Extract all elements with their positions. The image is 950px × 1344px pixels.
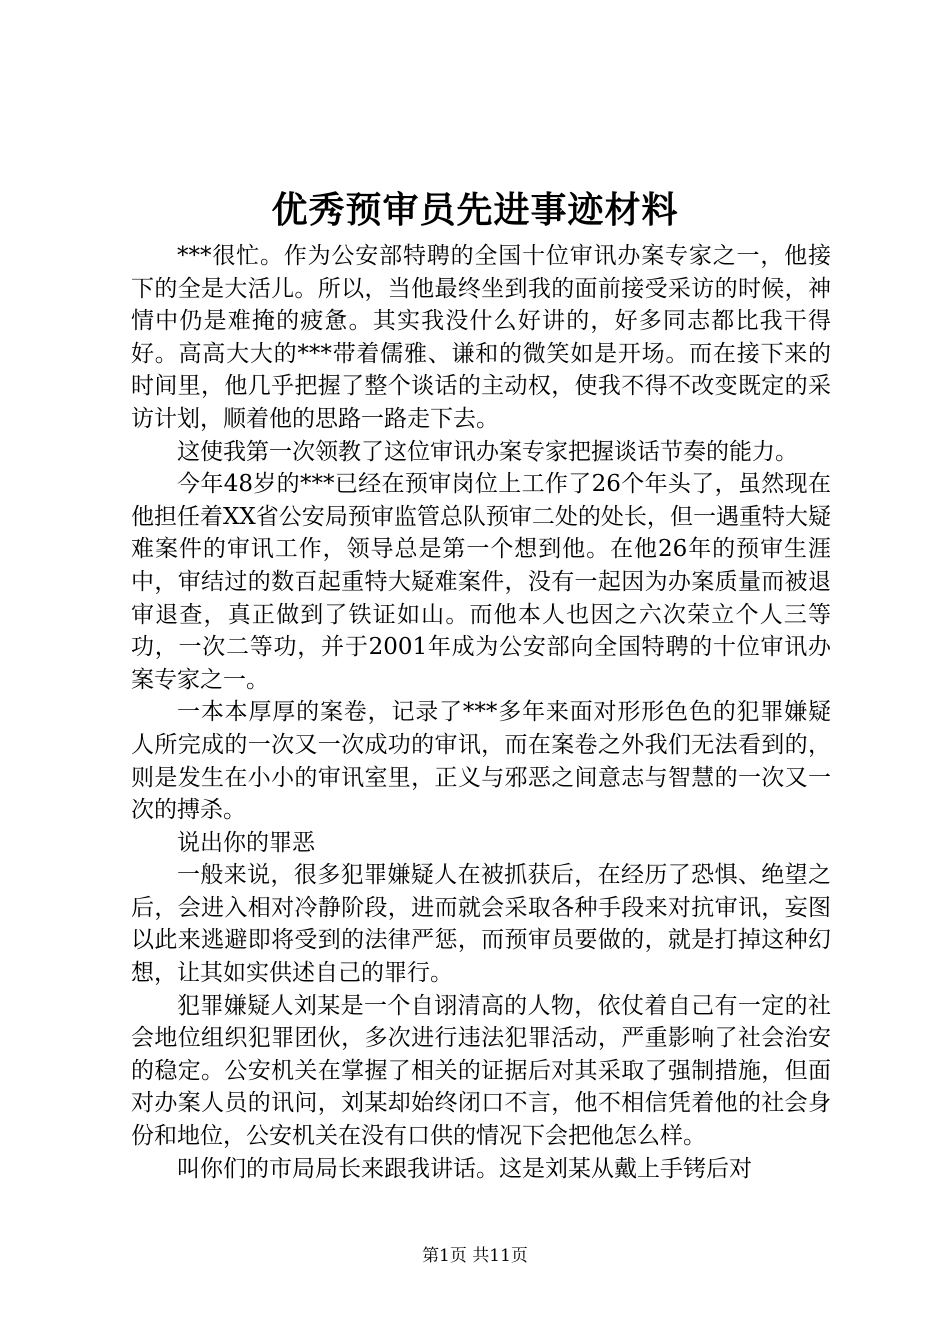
paragraph: 犯罪嫌疑人刘某是一个自诩清高的人物，依仗着自己有一定的社会地位组织犯罪团伙，多次进行违法犯罪活动，严重影响了社会治安的稳定。公安机关在掌握了相关的证据后对其采取了强制措施，但面对办案人员的讯问，刘某却始终闭口不言，他不相信凭着他的社会身份和地位，公安机关在没有口供的情况下会把他怎么样。 — [131, 992, 831, 1150]
document-body — [131, 240, 831, 1185]
paragraph: 叫你们的市局局长来跟我讲话。这是刘某从戴上手铐后对 — [177, 1155, 752, 1182]
paragraph: 一本本厚厚的案卷，记录了***多年来面对形形色色的犯罪嫌疑人所完成的一次又一次成功的审讯，而在案卷之外我们无法看到的，则是发生在小小的审讯室里，正义与邪恶之间意志与智慧的一次又一次的搏杀。 — [131, 699, 831, 824]
document-title: 优秀预审员先进事迹材料 — [271, 189, 679, 231]
paragraph: ***很忙。作为公安部特聘的全国十位审讯办案专家之一，他接下的全是大活儿。所以，当他最终坐到我的面前接受采访的时候，神情中仍是难掩的疲惫。其实我没什么好讲的，好多同志都比我干得好。高高大大的***带着儒雅、谦和的微笑如是开场。而在接下来的时间里，他几乎把握了整个谈话的主动权，使我不得不改变既定的采访计划，顺着他的思路一路走下去。 — [131, 243, 831, 432]
page-footer: 第1页 共11页 — [422, 1246, 528, 1266]
paragraph: 一般来说，很多犯罪嫌疑人在被抓获后，在经历了恐惧、绝望之后，会进入相对冷静阶段，进而就会采取各种手段来对抗审讯，妄图以此来逃避即将受到的法律严惩，而预审员要做的，就是打掉这种幻想，让其如实供述自己的罪行。 — [131, 862, 831, 987]
paragraph: 今年48岁的***已经在预审岗位上工作了26个年头了，虽然现在他担任着XX省公安局预审监管总队预审二处的处长，但一遇重特大疑难案件的审讯工作，领导总是第一个想到他。在他26年的预审生涯中，审结过的数百起重特大疑难案件，没有一起因为办案质量而被退审退查，真正做到了铁证如山。而他本人也因之六次荣立个人三等功，一次二等功，并于2001年成为公安部向全国特聘的十位审讯办案专家之一。 — [131, 471, 831, 693]
section-heading: 说出你的罪恶 — [177, 829, 315, 856]
paragraph: 这使我第一次领教了这位审讯办案专家把握谈话节奏的能力。 — [177, 438, 798, 465]
